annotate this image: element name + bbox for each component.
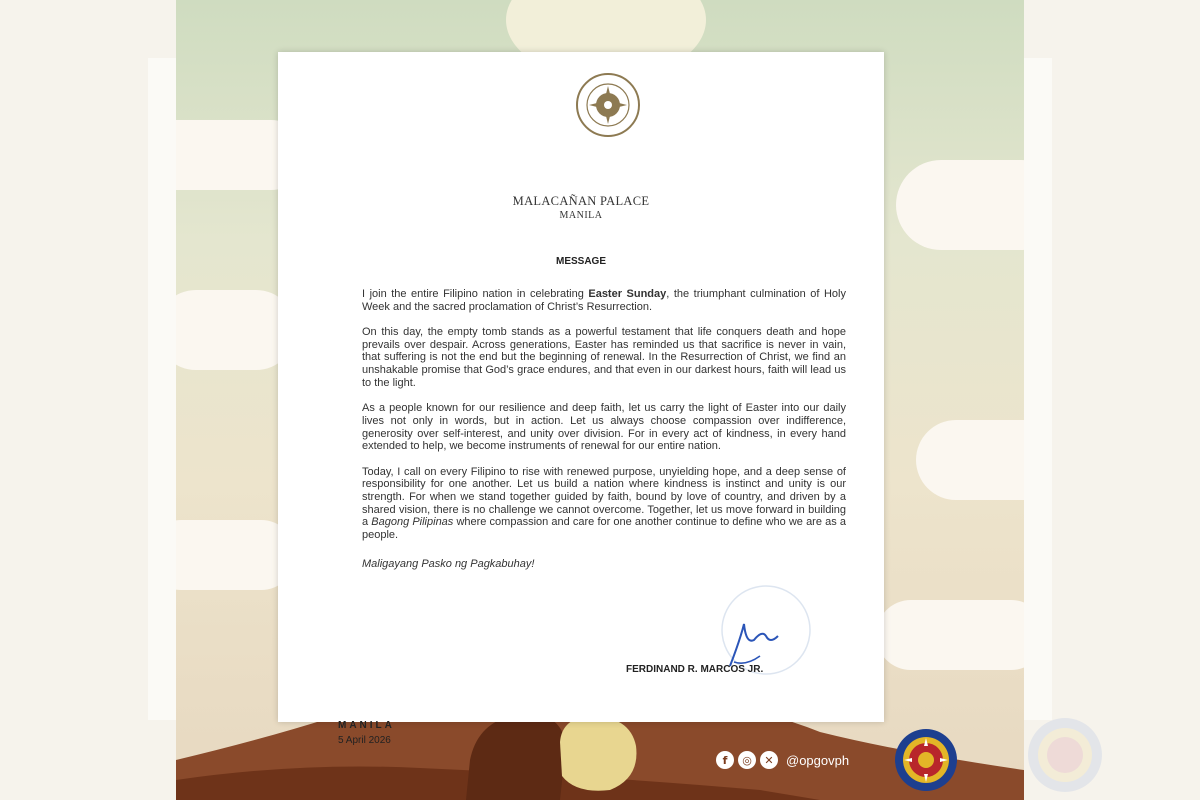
message-letter [278,52,884,746]
tomb-stone [560,716,636,791]
paragraph-1: I join the entire Filipino nation in celebrating Easter Sunday, the triumphant culmination of Holy Week and the sacred proclamation of Christ’s Resurrection. [362,288,846,313]
issue-date: 5 April 2026 [338,735,391,746]
paragraph-3: As a people known for our resilience and deep faith, let us carry the light of Easter into our daily lives not only in words, but in action. Let us always choose compassion over indifference, generosity over self-interest, and unity over division. For in every act of kindness, in every hand extended to help, we become instruments of renewal for our entire nation. [362,402,846,453]
paragraph-4: Today, I call on every Filipino to rise with renewed purpose, unyielding hope, and a deep sense of responsibility for one another. Let us build a nation where kindness is instinct and unity is our strength. For when we stand together guided by faith, bound by love of country, and driven by a shared vision, there is no challenge we cannot overcome. Together, let us move forward in building a Bagong Pilipinas where compassion and care for one another continue to define who we are as a people. [362,465,846,542]
social-handle[interactable]: @opgovph [786,752,850,768]
place-of-issue: MANILA [338,720,395,731]
faded-seal-icon [1026,716,1104,794]
easter-sunday-bold: Easter Sunday [588,288,667,300]
x-icon[interactable]: ✕ [760,751,778,769]
message-body [362,288,846,583]
presidential-seal-icon [575,72,641,138]
palace-city: MANILA [559,210,603,221]
palace-name: MALACAÑAN PALACE [512,194,650,208]
social-links [716,751,849,769]
signatory-name: FERDINAND R. MARCOS JR. [626,664,764,675]
bagong-pilipinas-italic: Bagong Pilipinas [371,516,454,529]
instagram-icon[interactable]: ◎ [738,751,756,769]
closing-greeting: Maligayang Pasko ng Pagkabuhay! [362,557,535,570]
facebook-icon[interactable]: f [716,751,734,769]
paragraph-2: On this day, the empty tomb stands as a powerful testament that life conquers death and hope prevails over despair. Across generations, Easter has reminded us that sacrifice is never in vain, that suffering is not the end but the beginning of renewal. In the Resurrection of Christ, we find an unshakable promise that God’s grace endures, and that even in our darkest hours, faith will lead us to the light. [362,326,846,389]
presidential-seal-color-icon [894,728,958,792]
message-title: MESSAGE [555,256,606,267]
